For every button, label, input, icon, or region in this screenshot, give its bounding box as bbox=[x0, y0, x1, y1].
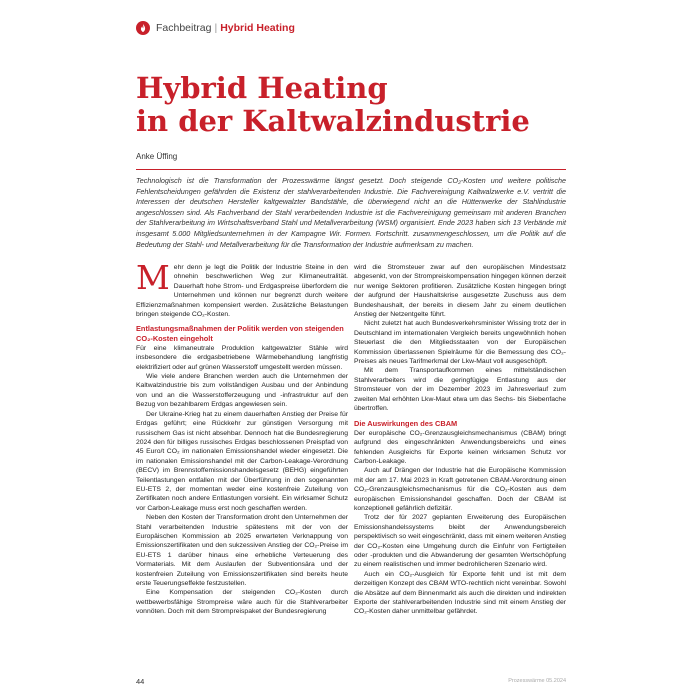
header-separator: | bbox=[214, 22, 218, 34]
left-column bbox=[136, 258, 348, 617]
article-title bbox=[136, 72, 566, 138]
right-paragraph-2: Nicht zuletzt hat auch Bundesverkehrsminister Wissing trotz der in Deutschland im internationalen Vergleich bereits ungewöhnlich hohen Steuerlast die den Mitgliedsstaaten von der Europäischen Kommission überlassenen Spielräume für die Bemessung des CO₂-Preises als neues Tarifmerkmal der Lkw-Maut voll ausgeschöpft. bbox=[354, 320, 566, 366]
divider-rule bbox=[136, 169, 566, 170]
right-paragraph-3: Mit dem Transportaufkommen eines mittelständischen Stahlverarbeiters wird die geringfügige Entlastung aus der Stromsteuer von der im Dezember 2023 im Jahresverlauf zum zweiten Mal erhöhten Lkw-Maut etwa um das Sechs- bis Siebenfache übertroffen. bbox=[354, 367, 566, 413]
right-paragraph-7: Auch ein CO₂-Ausgleich für Exporte fehlt und ist mit dem derzeitigen Konzept des CBAM WTO-rechtlich nicht vereinbar. Sowohl die Absätze auf dem Binnenmarkt als auch die direkten und indirekten Exporte der stahlverarbeitenden Industrie sind mit einem Anstieg der CO₂-Kosten daher unmittelbar gefährdet. bbox=[354, 570, 566, 616]
title-line-2: in der Kaltwalzindustrie bbox=[136, 104, 530, 138]
section-label: Fachbeitrag bbox=[156, 22, 212, 34]
right-column bbox=[354, 263, 566, 617]
author: Anke Üffing bbox=[136, 152, 178, 161]
flame-logo-icon bbox=[136, 21, 150, 35]
journal-issue: Prozesswärme 05.2024 bbox=[508, 678, 566, 684]
left-paragraph-3: Wie viele andere Branchen werden auch die Unternehmen der Kaltwalzindustrie bis zum vollständigen Ausbau und der Anbindung von und an die Wasserstofferzeugung und -infrastruktur auf den Bezug von bezahlbarem Erdgas angewiesen sein. bbox=[136, 373, 348, 409]
right-paragraph-5: Auch auf Drängen der Industrie hat die Europäische Kommission mit der am 17. Mai 2023 in Kraft getretenen CBAM-Verordnung einen CO₂-Grenzausgleichsmechanismus für die CO₂-Kosten aus dem europäischen Emissionshandel geschaffen. Doch der CBAM ist konzeptionell gefährlich defizitär. bbox=[354, 467, 566, 512]
left-paragraph-5: Neben den Kosten der Transformation droht den Unternehmen der Stahl verarbeitenden Industrie spätestens mit der von der Europäischen Kommission ab 2025 erwarteten Verknappung von Emissionszertifikaten und den sukzessiven Anstieg der CO₂-Preise im EU-ETS 1 darüber hinaus eine erhebliche Verteuerung des Vormaterials. Mit dem Auslaufen der Subventionsära und der kostenfreien Zuteilung von Emissionszertifikaten sind bereits heute erste Teuerungseffekte festzustellen. bbox=[136, 514, 348, 587]
right-paragraph-6: Trotz der für 2027 geplanten Erweiterung des Europäischen Emissionshandelssystems bleibt der Anwendungsbereich perspektivisch so weit eingeschränkt, dass mit einem weiteren Anstieg der CO₂-Kosten eine Umgehung durch die Einfuhr von Fertigteilen oder -produkten und die Abwanderung der gesamten Wertschöpfung zu einem realistischen und immer bedrohlicheren Szenario wird. bbox=[354, 514, 566, 569]
left-paragraph-1-text: ehr denn je legt die Politik der Industrie Steine in den ohnehin beschwerlichen Weg zur Klimaneutralität. Dauerhaft hohe Strom- und Erdgaspreise überfordern die Unternehmen und können nur begrenzt durch weitere Effizienzmaßnahmen kompensiert werden. Zusätzliche Belastungen bringen steigende CO₂-Kosten. bbox=[136, 264, 348, 319]
left-paragraph-4: Der Ukraine-Krieg hat zu einem dauerhaften Anstieg der Preise für Erdgas geführt; eine Rückkehr zur günstigen Versorgung mit russischem Gas ist nicht absehbar. Dennoch hat die Bundesregierung 2024 den für billiges russisches Erdgas beschlossenen Preispfad von 45 Euro/t CO₂ im nationalen Emissionshandel wieder eingesetzt. Die im nationalen Emissionshandel mit der Carbon-Leakage-Verordnung (BECV) im Brennstoffemissionshandelsgesetz (BEHG) eingeführten Teilentlastungen entfallen mit der Überführung in den sogenannten EU-ETS 2, der momentan weder eine kostenfreie Zuteilung von Zertifikaten noch andere Entlastungen vorsieht. Ein wirksamer Schutz vor Carbon-Leakage muss erst noch geschaffen werden. bbox=[136, 410, 348, 512]
right-paragraph-1: wird die Stromsteuer zwar auf den europäischen Mindestsatz abgesenkt, von der Strompreiskompensation hingegen können derzeit nur wenige Sektoren profitieren. Zusätzliche Kosten hingegen bringt der aufgrund der Haushaltskrise ausgesetzte Zuschuss aus dem Bundeshaushalt, der bereits in diesem Jahr zu einem deutlichen Anstieg der Netzentgelte führt. bbox=[354, 264, 566, 319]
header bbox=[136, 20, 295, 36]
left-paragraph-2: Für eine klimaneutrale Produktion kaltgewalzter Stähle wird insbesondere die erdgasbetriebene Wärmebehandlung langfristig elektrifiziert oder auf grünen Wasserstoff umgestellt werden müssen. bbox=[136, 344, 348, 371]
page-number: 44 bbox=[136, 677, 145, 686]
title-line-1: Hybrid Heating bbox=[136, 71, 388, 105]
topic-label: Hybrid Heating bbox=[220, 22, 295, 34]
intro-paragraph: Technologisch ist die Transformation der Prozesswärme längst gesetzt. Doch steigende CO₂-Kosten und weitere politische Fehlentscheidungen gefährden die Existenz der stahlverarbeitenden Industrie. Die Fachvereinigung Kaltwalzwerke e.V. vertritt die Interessen der deutschen Hersteller kaltgewalzter Bandstähle, die überwiegend nicht an die Hüttenwerke der Stahlindustrie angeschlossen sind. Als Fachverband der Stahl verarbeitenden Industrie ist die Fachvereinigung gemeinsam mit anderen Branchen der Stahlverarbeitung im Wirtschaftsverband Stahl und Metallverarbeitung (WSM) organisiert. Ende 2023 haben sich 13 Verbände mit insgesamt 5.000 Mitgliedsunternehmen in der Kampagne Wir. Formen. Fortschritt. zusammengeschlossen, um die Politik auf die Bedeutung der Stahl- und Metallverarbeitung für die Transformation der Industrie aufmerksam zu machen. bbox=[136, 176, 566, 249]
drop-cap: M bbox=[136, 258, 170, 297]
left-paragraph-1 bbox=[136, 258, 348, 319]
right-paragraph-4: Der europäische CO₂-Grenzausgleichsmechanismus (CBAM) bringt aufgrund des eingeschränkten Anwendungsbereichs und eines fehlenden Ausgleichs für Exporte keinen wirksamen Schutz vor Carbon-Leakage. bbox=[354, 429, 566, 465]
left-paragraph-6: Eine Kompensation der steigenden CO₂-Kosten durch wettbewerbsfähige Strompreise wäre auch für die Stahlverarbeiter vonnöten. Doch mit dem Strompreispaket der Bundesregierung bbox=[136, 589, 348, 616]
section-heading-cbam: Die Auswirkungen des CBAM bbox=[354, 418, 458, 428]
section-heading-entlastung: Entlastungsmaßnahmen der Politik werden von steigenden CO₂-Kosten eingeholt bbox=[136, 324, 344, 343]
